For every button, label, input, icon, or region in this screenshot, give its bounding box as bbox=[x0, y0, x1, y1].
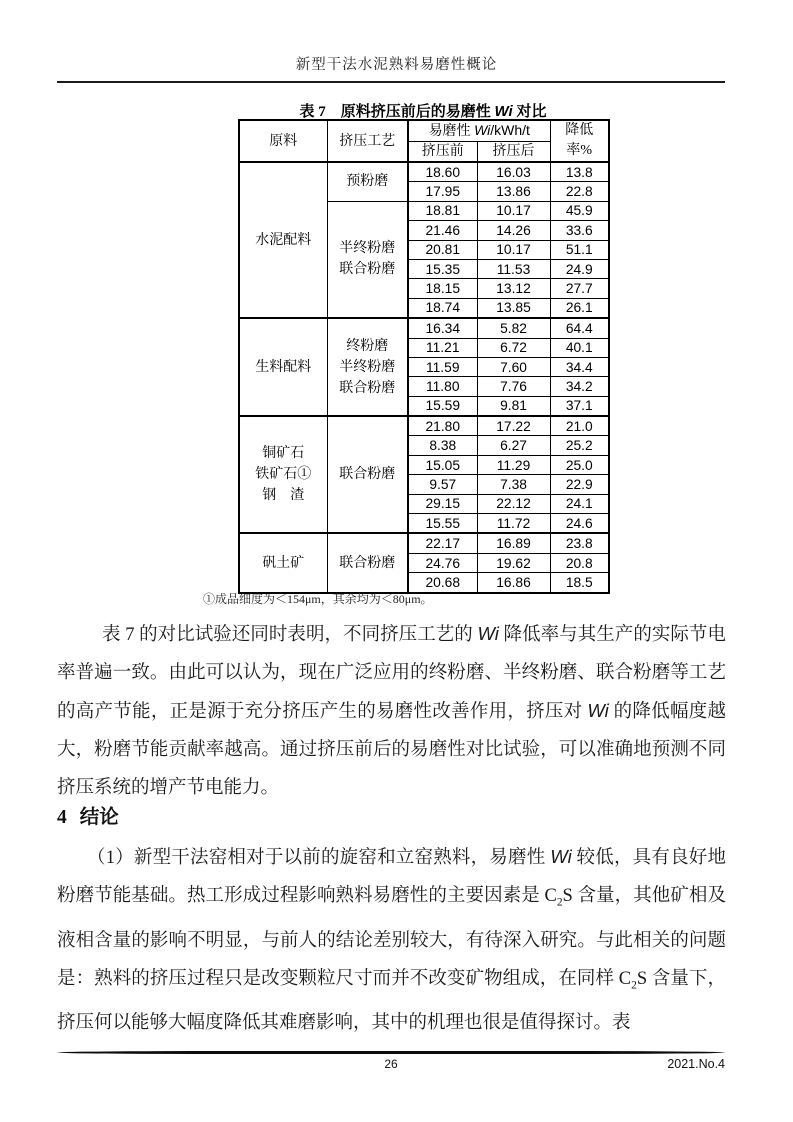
reduction-cell: 18.5 bbox=[550, 573, 609, 593]
reduction-header-line2: 率% bbox=[566, 143, 593, 158]
wi-after-cell: 16.03 bbox=[477, 162, 550, 182]
wi-before-cell: 11.80 bbox=[408, 377, 477, 396]
reduction-cell: 22.8 bbox=[550, 182, 609, 201]
wi-after-cell: 13.12 bbox=[477, 279, 550, 298]
wi-before-cell: 21.46 bbox=[408, 221, 477, 240]
table-row bbox=[239, 533, 609, 553]
wi-after-cell: 6.72 bbox=[477, 338, 550, 357]
wi-before-cell: 11.59 bbox=[408, 357, 477, 376]
wi-group-header: 易磨性 Wi/kWh/t bbox=[408, 120, 550, 142]
wi-after-cell: 10.17 bbox=[477, 201, 550, 220]
wi-before-cell: 22.17 bbox=[408, 533, 477, 553]
reduction-cell: 40.1 bbox=[550, 338, 609, 357]
table-caption: 表 7 原料挤压前后的易磨性 Wi 对比 bbox=[299, 103, 547, 120]
wi-after-cell: 16.86 bbox=[477, 573, 550, 593]
wi-after-cell: 13.86 bbox=[477, 182, 550, 201]
reduction-column-header bbox=[550, 120, 609, 162]
wi-after-cell: 14.26 bbox=[477, 221, 550, 240]
wi-before-cell: 20.81 bbox=[408, 240, 477, 259]
material-cell: 矾土矿 bbox=[239, 533, 327, 592]
table-footnote: ①成品细度为＜154μm，其余均为＜80μm。 bbox=[203, 592, 433, 606]
wi-before-cell: 15.35 bbox=[408, 259, 477, 278]
table-row bbox=[239, 162, 609, 182]
process-cell: 预粉磨 bbox=[327, 162, 408, 201]
wi-before-cell: 9.57 bbox=[408, 475, 477, 494]
reduction-cell: 34.2 bbox=[550, 377, 609, 396]
wi-before-cell: 18.60 bbox=[408, 162, 477, 182]
wi-before-cell: 21.80 bbox=[408, 416, 477, 436]
process-column-header: 挤压工艺 bbox=[327, 120, 408, 162]
wi-before-cell: 8.38 bbox=[408, 436, 477, 455]
wi-before-cell: 29.15 bbox=[408, 494, 477, 513]
wi-before-cell: 11.21 bbox=[408, 338, 477, 357]
table-row bbox=[239, 416, 609, 436]
reduction-cell: 27.7 bbox=[550, 279, 609, 298]
before-column-header: 挤压前 bbox=[408, 142, 477, 163]
wi-after-cell: 11.29 bbox=[477, 455, 550, 474]
table-header-row-1 bbox=[239, 120, 609, 142]
reduction-cell: 64.4 bbox=[550, 318, 609, 338]
body-paragraph-1: 表 7 的对比试验还同时表明，不同挤压工艺的 Wi 降低率与其生产的实际节电率普遍一致。由此可以认为，现在广泛应用的终粉磨、半终粉磨、联合粉磨等工艺的高产节能，正是源于充分挤压产生的易磨性改善作用，挤压对 Wi 的降低幅度越大，粉磨节能贡献率越高。通过挤压前后的易磨性对比试验，可以准确地预测不同挤压系统的增产节电能力。 bbox=[57, 623, 726, 798]
wi-before-cell: 18.74 bbox=[408, 298, 477, 318]
reduction-cell: 34.4 bbox=[550, 357, 609, 376]
wi-after-cell: 5.82 bbox=[477, 318, 550, 338]
reduction-cell: 33.6 bbox=[550, 221, 609, 240]
after-column-header: 挤压后 bbox=[477, 142, 550, 163]
reduction-cell: 45.9 bbox=[550, 201, 609, 220]
process-cell: 半终粉磨 联合粉磨 bbox=[327, 201, 408, 318]
wi-before-cell: 24.76 bbox=[408, 553, 477, 572]
wi-after-cell: 16.89 bbox=[477, 533, 550, 553]
process-cell: 联合粉磨 bbox=[327, 416, 408, 533]
reduction-cell: 26.1 bbox=[550, 298, 609, 318]
wi-after-cell: 7.60 bbox=[477, 357, 550, 376]
wi-after-cell: 7.76 bbox=[477, 377, 550, 396]
wi-after-cell: 11.53 bbox=[477, 259, 550, 278]
section-number: 4 bbox=[57, 807, 67, 828]
wi-comparison-table bbox=[238, 119, 610, 594]
wi-before-cell: 18.81 bbox=[408, 201, 477, 220]
running-header-title: 新型干法水泥熟料易磨性概论 bbox=[295, 57, 498, 73]
footer-issue-label: 2021.No.4 bbox=[667, 1057, 725, 1071]
wi-before-cell: 15.59 bbox=[408, 396, 477, 416]
reduction-cell: 24.9 bbox=[550, 259, 609, 278]
reduction-cell: 25.0 bbox=[550, 455, 609, 474]
material-column-header: 原料 bbox=[239, 120, 327, 162]
wi-before-cell: 18.15 bbox=[408, 279, 477, 298]
process-cell: 联合粉磨 bbox=[327, 533, 408, 592]
reduction-cell: 25.2 bbox=[550, 436, 609, 455]
reduction-cell: 23.8 bbox=[550, 533, 609, 553]
wi-before-cell: 15.05 bbox=[408, 455, 477, 474]
wi-after-cell: 19.62 bbox=[477, 553, 550, 572]
header-rule bbox=[57, 81, 725, 83]
reduction-cell: 22.9 bbox=[550, 475, 609, 494]
reduction-cell: 13.8 bbox=[550, 162, 609, 182]
wi-before-cell: 20.68 bbox=[408, 573, 477, 593]
reduction-cell: 21.0 bbox=[550, 416, 609, 436]
wi-after-cell: 11.72 bbox=[477, 514, 550, 534]
wi-after-cell: 9.81 bbox=[477, 396, 550, 416]
wi-after-cell: 10.17 bbox=[477, 240, 550, 259]
reduction-cell: 20.8 bbox=[550, 553, 609, 572]
wi-after-cell: 6.27 bbox=[477, 436, 550, 455]
wi-after-cell: 7.38 bbox=[477, 475, 550, 494]
wi-before-cell: 17.95 bbox=[408, 182, 477, 201]
reduction-cell: 37.1 bbox=[550, 396, 609, 416]
reduction-cell: 24.6 bbox=[550, 514, 609, 534]
material-cell: 生料配料 bbox=[239, 318, 327, 416]
reduction-header-line1: 降低 bbox=[565, 123, 594, 138]
reduction-cell: 51.1 bbox=[550, 240, 609, 259]
wi-after-cell: 22.12 bbox=[477, 494, 550, 513]
footer-rule bbox=[57, 1051, 725, 1054]
body-paragraph-2: （1）新型干法窑相对于以前的旋窑和立窑熟料，易磨性 Wi 较低，具有良好地粉磨节能基础。热工形成过程影响熟料易磨性的主要因素是 $C_2S$ 含量，其他矿相及液相含量的影响不明显，与前人的结论差别较大，有待深入研究。与此相关的问题是：熟料的挤压过程只是改变颗粒尺寸而并不改变矿物组成，在同样 $C_2S$ 含量下，挤压何以能够大幅度降低其难磨影响，其中的机理也很是值得探讨。表 bbox=[57, 846, 727, 1034]
material-cell: 铜矿石 铁矿石① 钢 渣 bbox=[239, 416, 327, 533]
section-heading bbox=[57, 804, 119, 832]
section-title: 结论 bbox=[79, 807, 119, 828]
process-cell: 终粉磨 半终粉磨 联合粉磨 bbox=[327, 318, 408, 416]
reduction-cell: 24.1 bbox=[550, 494, 609, 513]
material-cell: 水泥配料 bbox=[239, 162, 327, 318]
wi-before-cell: 16.34 bbox=[408, 318, 477, 338]
wi-before-cell: 15.55 bbox=[408, 514, 477, 534]
wi-after-cell: 17.22 bbox=[477, 416, 550, 436]
footer-page-number: 26 bbox=[384, 1057, 398, 1071]
table-row bbox=[239, 318, 609, 338]
wi-after-cell: 13.85 bbox=[477, 298, 550, 318]
